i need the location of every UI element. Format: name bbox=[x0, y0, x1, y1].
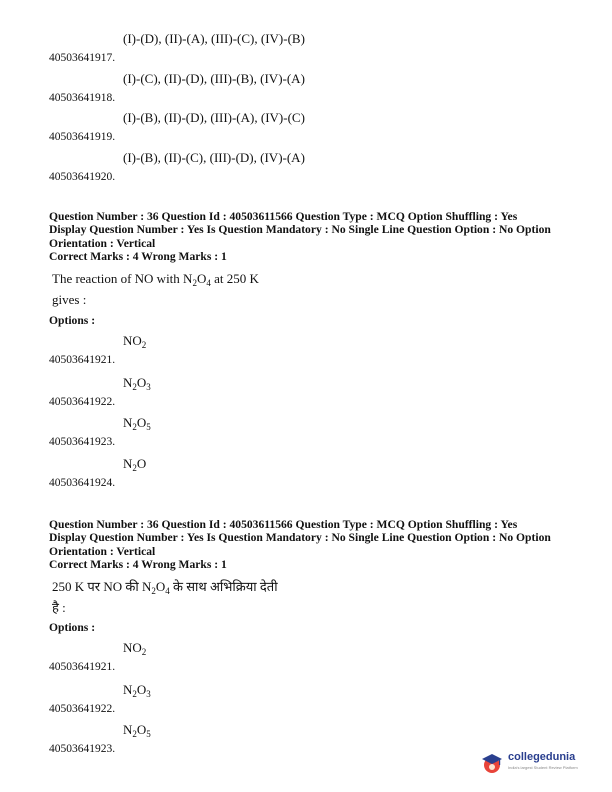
meta-line: Display Question Number : Yes Is Question Mandatory : No Single Line Question Option : No Option bbox=[49, 531, 551, 545]
option-item bbox=[49, 457, 449, 489]
marks-line: Correct Marks : 4 Wrong Marks : 1 bbox=[49, 250, 227, 264]
question-text-line2: gives : bbox=[52, 292, 87, 307]
option-number: 40503641920. bbox=[49, 171, 116, 183]
options-label: Options : bbox=[49, 314, 96, 327]
option-number: 40503641918. bbox=[49, 92, 116, 104]
option-formula: $NO_2$ bbox=[123, 640, 147, 657]
option-item bbox=[49, 151, 449, 183]
option-formula: $N_2O_5$ bbox=[123, 415, 151, 432]
collegedunia-logo bbox=[480, 749, 598, 777]
meta-line: Question Number : 36 Question Id : 40503611566 Question Type : MCQ Option Shuffling : Yes bbox=[49, 210, 518, 223]
logo-name: collegedunia bbox=[508, 751, 576, 763]
option-item bbox=[49, 111, 449, 143]
option-formula: $NO_2$ bbox=[123, 333, 147, 350]
option-text: (I)-(C), (II)-(D), (III)-(B), (IV)-(A) bbox=[123, 71, 305, 86]
question-text: The reaction of NO with $N_2O_4$ at 250 K bbox=[52, 271, 259, 288]
option-formula: $N_2O_3$ bbox=[123, 375, 151, 392]
option-number: 40503641917. bbox=[49, 52, 116, 64]
option-text: (I)-(B), (II)-(D), (III)-(A), (IV)-(C) bbox=[123, 110, 305, 125]
option-item bbox=[49, 376, 449, 408]
question-text-line2: है : bbox=[52, 600, 66, 615]
option-item bbox=[49, 683, 449, 715]
option-item bbox=[49, 641, 449, 673]
meta-line: Display Question Number : Yes Is Question Mandatory : No Single Line Question Option : No Option bbox=[49, 223, 551, 237]
meta-line: Orientation : Vertical bbox=[49, 236, 156, 250]
option-number: 40503641921. bbox=[49, 354, 116, 366]
option-formula: $N_2O_5$ bbox=[123, 722, 151, 739]
logo-tagline: India's largest Student Review Platform bbox=[508, 765, 578, 770]
option-item bbox=[49, 334, 449, 366]
option-number: 40503641922. bbox=[49, 703, 116, 715]
meta-line: Question Number : 36 Question Id : 40503611566 Question Type : MCQ Option Shuffling : Yes bbox=[49, 518, 518, 531]
marks-line: Correct Marks : 4 Wrong Marks : 1 bbox=[49, 558, 227, 572]
meta-line: Orientation : Vertical bbox=[49, 544, 156, 558]
option-number: 40503641919. bbox=[49, 131, 116, 143]
option-number: 40503641922. bbox=[49, 396, 116, 408]
option-item bbox=[49, 723, 449, 755]
option-text: (I)-(D), (II)-(A), (III)-(C), (IV)-(B) bbox=[123, 31, 305, 46]
graduation-cap-icon bbox=[480, 751, 504, 775]
option-item bbox=[49, 416, 449, 448]
option-item bbox=[49, 32, 449, 64]
question-meta bbox=[49, 518, 579, 572]
option-formula: $N_2O_3$ bbox=[123, 682, 151, 699]
option-number: 40503641924. bbox=[49, 477, 116, 489]
options-label: Options : bbox=[49, 621, 96, 634]
question-text: 250 K पर NO की $N_2O_4$ के साथ अभिक्रिया देती bbox=[52, 579, 278, 596]
option-text: (I)-(B), (II)-(C), (III)-(D), (IV)-(A) bbox=[123, 150, 305, 165]
option-number: 40503641923. bbox=[49, 436, 116, 448]
option-formula: $N_2O$ bbox=[123, 456, 147, 473]
option-number: 40503641923. bbox=[49, 743, 116, 755]
question-meta bbox=[49, 210, 579, 264]
option-number: 40503641921. bbox=[49, 661, 116, 673]
option-item bbox=[49, 72, 449, 104]
